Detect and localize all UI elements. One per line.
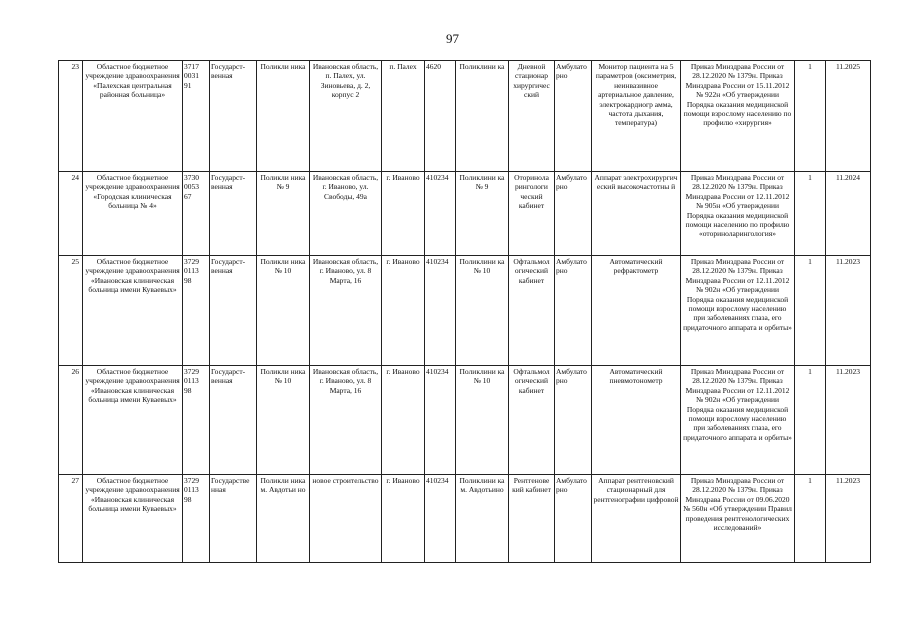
equipment-cell: Автоматический рефрактометр xyxy=(592,256,681,366)
care-type-cell: Амбулато рно xyxy=(555,475,592,563)
department-cell: Поликлини ка м. Авдотьино xyxy=(456,475,509,563)
department-cell: Поликлини ка № 10 xyxy=(456,366,509,475)
row-number: 27 xyxy=(59,475,83,563)
page-number: 97 xyxy=(446,31,459,46)
department-cell: Поликлини ка № 10 xyxy=(456,256,509,366)
legal-basis-cell: Приказ Минздрава России от 28.12.2020 № 1379н. Приказ Минздрава России от 15.11.2012 № 922н «Об утверждении Порядка оказания медицинской помощи взрослому населению по профилю «хирургия» xyxy=(681,61,795,172)
locality-cell: г. Иваново xyxy=(382,475,425,563)
ownership-cell: Государст-венная xyxy=(210,366,257,475)
department-cell: Поликлини ка xyxy=(456,61,509,172)
department-cell: Поликлини ка № 9 xyxy=(456,172,509,256)
ownership-cell: Государст-венная xyxy=(210,256,257,366)
address-cell: Ивановская область, г. Иваново, ул. Свободы, 49а xyxy=(310,172,382,256)
zip-cell: 410234 xyxy=(425,256,456,366)
organization-cell: Областное бюджетное учреждение здравоохранения «Ивановская клиническая больница имени Куваевых» xyxy=(83,366,183,475)
row-number: 26 xyxy=(59,366,83,475)
ownership-cell: Государстве нная xyxy=(210,475,257,563)
table-row xyxy=(59,475,871,563)
ownership-cell: Государст-венная xyxy=(210,61,257,172)
table-row xyxy=(59,366,871,475)
table-row xyxy=(59,256,871,366)
room-cell: Дневной стационар хирургичес ский xyxy=(509,61,555,172)
address-cell: Ивановская область, г. Иваново, ул. 8 Марта, 16 xyxy=(310,256,382,366)
care-type-cell: Амбулато рно xyxy=(555,256,592,366)
inn-cell: 3730 0053 67 xyxy=(183,172,210,256)
quantity-cell: 1 xyxy=(795,256,826,366)
care-type-cell: Амбулато рно xyxy=(555,61,592,172)
quantity-cell: 1 xyxy=(795,366,826,475)
unit-cell: Поликли ника № 9 xyxy=(257,172,310,256)
equipment-cell: Аппарат электрохирургич еский высокочастотны й xyxy=(592,172,681,256)
address-cell: Ивановская область, п. Палех, ул. Зиновьева, д. 2, корпус 2 xyxy=(310,61,382,172)
inn-cell: 3729 0113 98 xyxy=(183,256,210,366)
legal-basis-cell: Приказ Минздрава России от 28.12.2020 № 1379н. Приказ Минздрава России от 12.11.2012 № 905н «Об утверждении Порядка оказания медицинской помощи населению по профилю «оториноларингология» xyxy=(681,172,795,256)
quantity-cell: 1 xyxy=(795,172,826,256)
inn-cell: 3729 0113 98 xyxy=(183,475,210,563)
row-number: 23 xyxy=(59,61,83,172)
room-cell: Оторинола рингологи ческий кабинет xyxy=(509,172,555,256)
date-cell: 11.2025 xyxy=(826,61,871,172)
address-cell: Ивановская область, г. Иваново, ул. 8 Марта, 16 xyxy=(310,366,382,475)
quantity-cell: 1 xyxy=(795,475,826,563)
care-type-cell: Амбулато рно xyxy=(555,366,592,475)
zip-cell: 410234 xyxy=(425,475,456,563)
inn-cell: 3729 0113 98 xyxy=(183,366,210,475)
table-row xyxy=(59,61,871,172)
room-cell: Рентгенове кий кабинет xyxy=(509,475,555,563)
unit-cell: Поликли ника № 10 xyxy=(257,366,310,475)
unit-cell: Поликли ника № 10 xyxy=(257,256,310,366)
unit-cell: Поликли ника м. Авдотьи но xyxy=(257,475,310,563)
legal-basis-cell: Приказ Минздрава России от 28.12.2020 № 1379н. Приказ Минздрава России от 09.06.2020 № 560н «Об утверждении Правил проведения рентгенологических исследований» xyxy=(681,475,795,563)
date-cell: 11.2024 xyxy=(826,172,871,256)
locality-cell: г. Иваново xyxy=(382,172,425,256)
organization-cell: Областное бюджетное учреждение здравоохранения «Ивановская клиническая больница имени Куваевых» xyxy=(83,475,183,563)
ownership-cell: Государст-венная xyxy=(210,172,257,256)
equipment-cell: Монитор пациента на 5 параметров (оксиметрия, неинвазивное артериальное давление, электрокардиогр амма, частота дыхания, температура) xyxy=(592,61,681,172)
organization-cell: Областное бюджетное учреждение здравоохранения «Ивановская клиническая больница имени Куваевых» xyxy=(83,256,183,366)
inn-cell: 3717 0031 91 xyxy=(183,61,210,172)
table-row xyxy=(59,172,871,256)
locality-cell: п. Палех xyxy=(382,61,425,172)
equipment-cell: Аппарат рентгеновский стационарный для рентгенографии цифровой xyxy=(592,475,681,563)
locality-cell: г. Иваново xyxy=(382,366,425,475)
room-cell: Офтальмол огический кабинет xyxy=(509,366,555,475)
row-number: 24 xyxy=(59,172,83,256)
room-cell: Офтальмол огический кабинет xyxy=(509,256,555,366)
date-cell: 11.2023 xyxy=(826,256,871,366)
row-number: 25 xyxy=(59,256,83,366)
zip-cell: 410234 xyxy=(425,172,456,256)
date-cell: 11.2023 xyxy=(826,366,871,475)
equipment-cell: Автоматический пневмотонометр xyxy=(592,366,681,475)
address-cell: новое строительство xyxy=(310,475,382,563)
legal-basis-cell: Приказ Минздрава России от 28.12.2020 № 1379н. Приказ Минздрава России от 12.11.2012 № 902н «Об утверждении Порядка оказания медицинской помощи взрослому населению при заболеваниях глаза, его придаточного аппарата и орбиты» xyxy=(681,366,795,475)
organization-cell: Областное бюджетное учреждение здравоохранения «Городская клиническая больница № 4» xyxy=(83,172,183,256)
quantity-cell: 1 xyxy=(795,61,826,172)
unit-cell: Поликли ника xyxy=(257,61,310,172)
zip-cell: 410234 xyxy=(425,366,456,475)
zip-cell: 4620 xyxy=(425,61,456,172)
care-type-cell: Амбулато рно xyxy=(555,172,592,256)
equipment-registry-table xyxy=(58,60,871,563)
organization-cell: Областное бюджетное учреждение здравоохранения «Палехская центральная районная больница» xyxy=(83,61,183,172)
date-cell: 11.2023 xyxy=(826,475,871,563)
legal-basis-cell: Приказ Минздрава России от 28.12.2020 № 1379н. Приказ Минздрава России от 12.11.2012 № 902н «Об утверждении Порядка оказания медицинской помощи взрослому населению при заболеваниях глаза, его придаточного аппарата и орбиты» xyxy=(681,256,795,366)
locality-cell: г. Иваново xyxy=(382,256,425,366)
